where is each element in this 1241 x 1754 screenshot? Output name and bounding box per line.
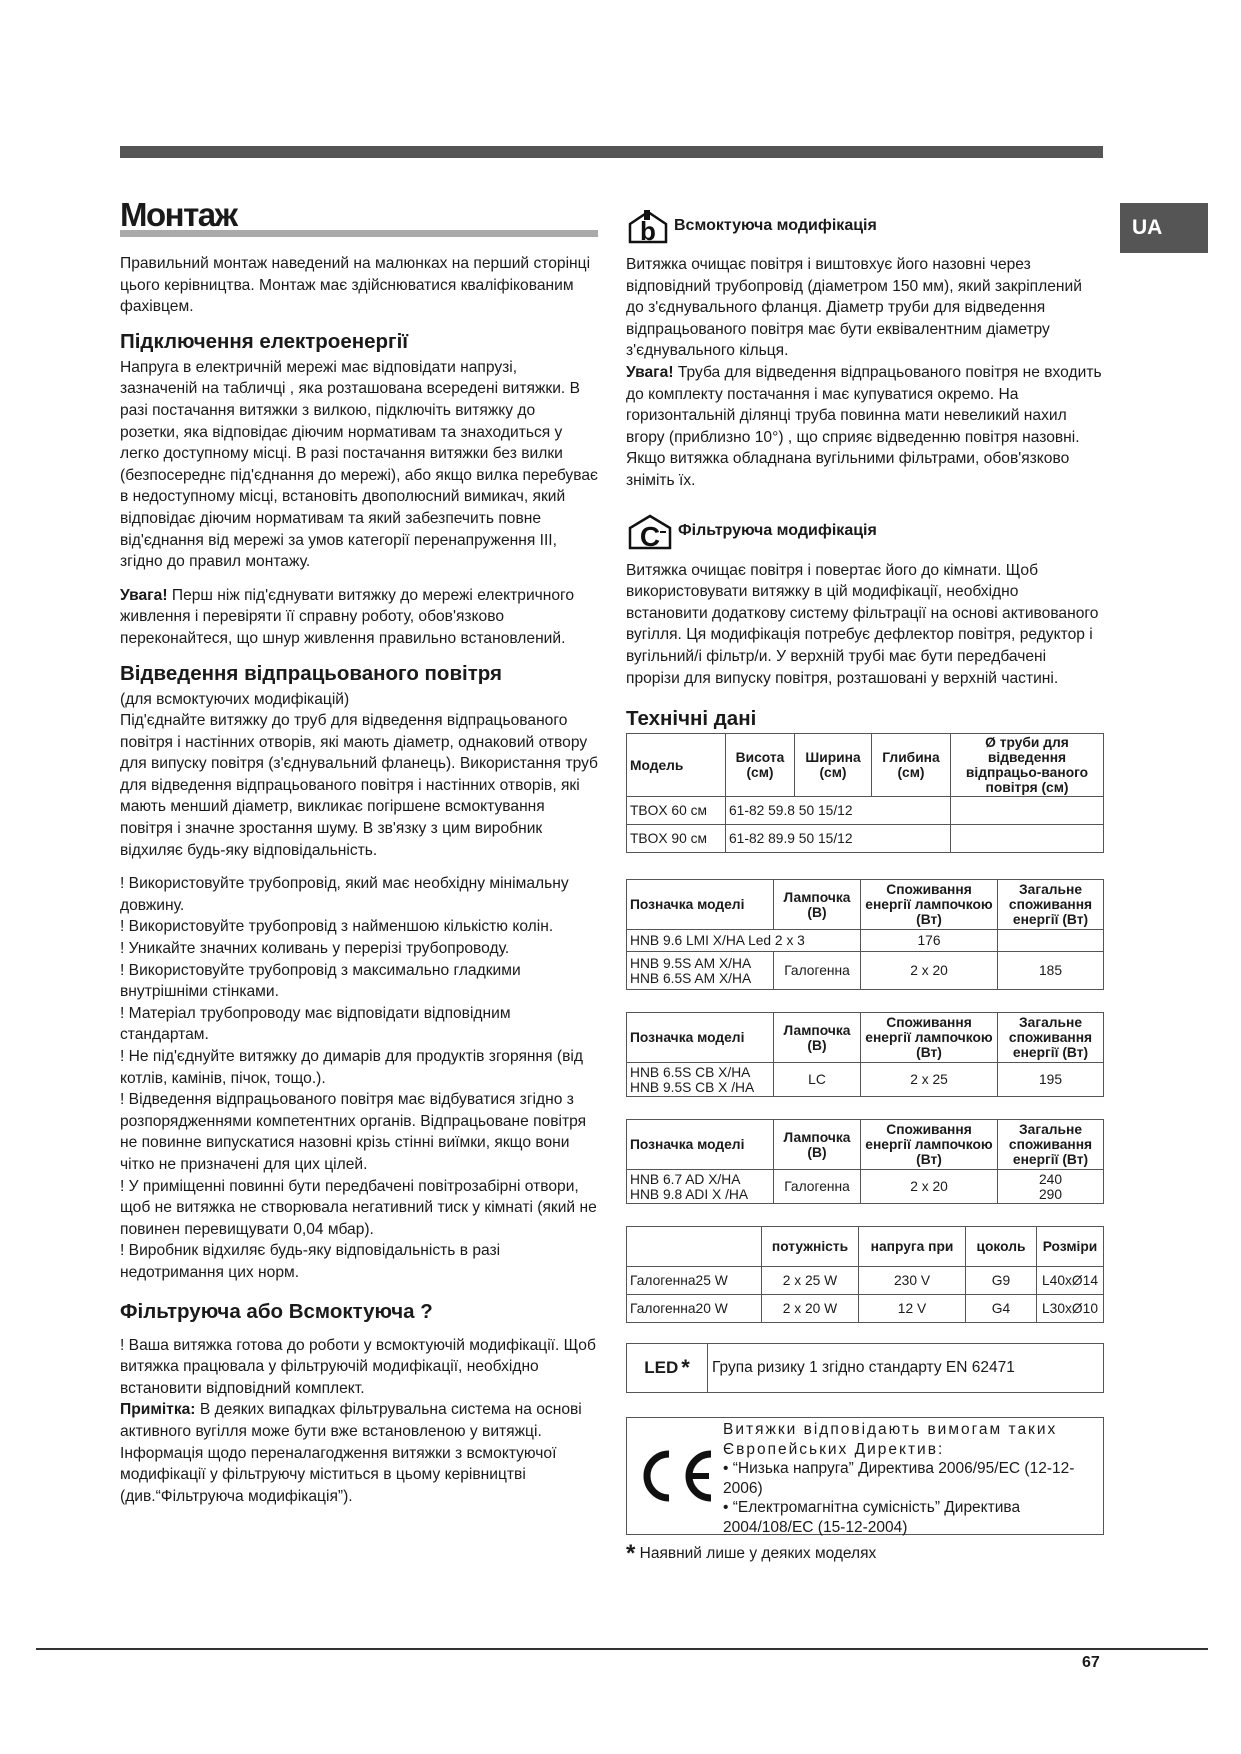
col-header: Ø труби для відведення відпрацьо-ваного повітря (см) — [951, 734, 1104, 797]
col-header: Споживання енергії лампочкою (Вт) — [861, 880, 998, 930]
right-column — [626, 208, 1103, 1568]
electric-text: Напруга в електричній мережі має відповідати напрузі, зазначеній на табличці , яка розташована всередені витяжки. В разі постачання витяжки з вилкою, підключіть витяжку до розетки, яка відповідає діючим нормативам та знаходиться у легко доступному місці. В разі постачання витяжки без вилки (безпосереднє під'єднання до мережі), або якщо вилка перебуває в недоступному місці, встановіть двополюсний вимикач, який відповідає діючим нормативам та який забезпечить повне від'єднання від мережі за умов категорії перенапруження III, згідно до правил монтажу. — [120, 358, 598, 571]
exhaust-heading: Відведення відпрацьованого повітря — [120, 661, 503, 685]
exhaust-bullet: ! Виробник відхиляє будь-яку відповідальність в разі недотримання цих норм. — [120, 1242, 501, 1281]
led-label: LED — [644, 1358, 679, 1378]
table-cell: 2 x 25 W — [762, 1267, 859, 1295]
table-cell: Галогенна20 W — [627, 1295, 762, 1323]
warning-text: Перш ніж під'єднувати витяжку до мережі електричного живлення і перевіряти її справну роботу, обов'язково переконайтеся, що шнур живлення правильно встановлений. — [120, 586, 575, 647]
led-text: Група ризику 1 згідно стандарту EN 62471 — [712, 1359, 1015, 1377]
table-cell: 176 — [861, 930, 998, 952]
col-header: Позначка моделі — [627, 1120, 774, 1170]
table-cell: Галогенна — [774, 1170, 861, 1204]
exhaust-text: Під'єднайте витяжку до труб для відведення відпрацьованого повітря і настінних отворів, які мають діаметр, однаковий отвору для випуску повітря (з'єднувальний фланець). Використання труб для відведення відпрацьованого повітря і настінних отворів, які мають менший діаметр, викликає погіршене всмоктування повітря і значне зростання шуму. В зв'язку з цим виробник відхиляє будь-яку відповідальність. — [120, 712, 598, 859]
table-cell: 2 x 25 — [861, 1063, 998, 1097]
suction-warning-text: Труба для відведення відпрацьованого повітря не входить до комплекту постачання і має купуватися окремо. На горизонтальній ділянці труба повинна мати невеликий нахил вгору (приблизно 10°) , що сприяє відведенню повітря назовні. Якщо витяжка обладнана вугільними фільтрами, обов'язково зніміть їх. — [626, 363, 1102, 489]
suction-icon — [626, 208, 670, 244]
power-line: 240 — [1038, 1171, 1063, 1187]
led-risk-box — [626, 1343, 1104, 1393]
ce-text — [723, 1418, 1103, 1534]
col-header: Модель — [627, 734, 726, 797]
exhaust-bullet: ! Матеріал трубопроводу має відповідати відповідним стандартам. — [120, 1004, 511, 1044]
power-line: 290 — [1038, 1186, 1063, 1202]
ce-mark-icon — [633, 1446, 717, 1506]
model-line: HNB 6.5S CB X/HA — [630, 1064, 751, 1080]
table-cell: 61-82 59.8 50 15/12 — [726, 797, 951, 825]
tech-heading: Технічні дані — [626, 707, 757, 731]
exhaust-subheading: (для всмоктуючих модифікацій) — [120, 690, 350, 708]
col-header: Загальне споживання енергії (Вт) — [998, 1013, 1104, 1063]
table-cell: 185 — [998, 952, 1104, 990]
footer-rule — [36, 1648, 1208, 1650]
suction-text: Витяжка очищає повітря і виштовхує його назовні через відповідний трубопровід (діаметром 150 мм), який закріплений до з'єднувального фланця. Діаметр труби для відведення відпрацьованого повітря має бути еквівалентним діаметру з'єднувального кільця. — [626, 256, 1082, 360]
table-cell: Галогенна25 W — [627, 1267, 762, 1295]
exhaust-bullet: ! Не під'єднуйте витяжку до димарів для продуктів згоряння (від котлів, камінів, пічок, тощо.). — [120, 1048, 583, 1087]
col-header: Лампочка (В) — [774, 1120, 861, 1170]
model-line: HNB 6.7 AD X/HA — [630, 1171, 741, 1187]
page-number: 67 — [1082, 1654, 1100, 1671]
exhaust-bullet: ! Відведення відпрацьованого повітря має відбуватися згідно з розпорядженнями компетентних органів. Відпрацьоване повітря не повинне випускатися назовні крізь стінні виїмки, якщо вони чітко не призначені для цих цілей. — [120, 1091, 587, 1173]
suction-warning-label: Увага! — [626, 363, 674, 381]
model-line: HNB 6.5S AM X/HA — [630, 970, 752, 986]
col-header: Споживання енергії лампочкою (Вт) — [861, 1013, 998, 1063]
page-title: Монтаж — [120, 196, 237, 233]
lamp-table-3 — [626, 1119, 1104, 1204]
table-cell — [627, 1063, 774, 1097]
table-cell: TBOX 90 см — [627, 825, 726, 853]
filtering-heading: Фільтруюча модифікація — [678, 521, 877, 539]
exhaust-bullet: ! Уникайте значних коливань у перерізі трубопроводу. — [120, 940, 510, 958]
svg-text:C: C — [639, 520, 661, 550]
col-header: Загальне споживання енергії (Вт) — [998, 880, 1104, 930]
ce-box — [626, 1417, 1104, 1535]
ce-line: • “Електромагнітна сумісність” Директива 2004/108/EC (15-12-2004) — [723, 1499, 1021, 1536]
exhaust-bullet: ! Використовуйте трубопровід з максимально гладкими внутрішніми стінками. — [120, 961, 521, 1001]
filter-or-suction-text: ! Ваша витяжка готова до роботи у всмоктуючій модифікації. Щоб витяжка працювала у фільтруючій модифікації, необхідно встановити відповідний комплект. — [120, 1336, 596, 1397]
table-cell — [998, 1170, 1104, 1204]
electric-heading: Підключення електроенергії — [120, 329, 409, 353]
table-cell: 2 x 20 W — [762, 1295, 859, 1323]
table-cell — [951, 825, 1104, 853]
table-cell: 12 V — [859, 1295, 966, 1323]
footnote-star: * — [626, 1540, 636, 1568]
language-tab: UA — [1120, 203, 1208, 253]
exhaust-bullet: ! У приміщенні повинні бути передбачені повітрозабірні отвори, щоб не витяжка не створювала негативний тиск у кімнаті (який не повинен перевищувати 0,04 мбар). — [120, 1177, 597, 1238]
top-rule — [120, 146, 1103, 158]
ce-mark-cell — [627, 1418, 723, 1534]
ce-line: Витяжки відповідають вимогам таких Європейських Директив: — [723, 1421, 1058, 1458]
col-header: Лампочка (В) — [774, 1013, 861, 1063]
filtering-text: Витяжка очищає повітря і повертає його до кімнати. Щоб використовувати витяжку в цій модифікації, необхідно встановити додаткову систему фільтрації на основі активованого вугілля. Ця модифікація потребує дефлектор повітря, редуктор і вугільний/і фільтр/и. У верхній трубі має бути передбачені прорізи для випуску повітря, розташовані у верхній частині. — [626, 561, 1099, 687]
table-cell: L30xØ10 — [1037, 1295, 1104, 1323]
table-cell: G9 — [966, 1267, 1037, 1295]
col-header: Висота (см) — [726, 734, 795, 797]
suction-heading: Всмоктуюча модифікація — [674, 217, 877, 235]
intro-text: Правильний монтаж наведений на малюнках на перший сторінці цього керівництва. Монтаж має здійснюватися кваліфікованим фахівцем. — [120, 255, 591, 316]
filtering-heading-row — [626, 512, 1103, 550]
table-cell: G4 — [966, 1295, 1037, 1323]
table-cell — [627, 952, 774, 990]
table-cell: 2 x 20 — [861, 952, 998, 990]
led-star: * — [681, 1355, 690, 1381]
model-line: HNB 9.5S AM X/HA — [630, 955, 752, 971]
footnote — [626, 1540, 1103, 1568]
model-line: HNB 9.5S CB X /HA — [630, 1079, 755, 1095]
col-header: Глибина (см) — [872, 734, 951, 797]
dimensions-table — [626, 733, 1104, 853]
model-line: HNB 9.8 ADI X /HA — [630, 1186, 749, 1202]
col-header: потужність — [762, 1227, 859, 1267]
col-header: Ширина (см) — [795, 734, 872, 797]
col-header: Споживання енергії лампочкою (Вт) — [861, 1120, 998, 1170]
exhaust-bullet: ! Використовуйте трубопровід з найменшою кількістю колін. — [120, 918, 554, 936]
table-cell: Галогенна — [774, 952, 861, 990]
lamp-table-2 — [626, 1012, 1104, 1097]
table-cell — [627, 1170, 774, 1204]
col-header: цоколь — [966, 1227, 1037, 1267]
filtering-icon — [626, 512, 674, 550]
electric-warning — [120, 585, 598, 650]
table-cell — [998, 930, 1104, 952]
led-label-cell — [627, 1344, 708, 1392]
col-header: Позначка моделі — [627, 1013, 774, 1063]
table-cell: 61-82 89.9 50 15/12 — [726, 825, 951, 853]
suction-warning — [626, 362, 1103, 492]
col-header: Лампочка (В) — [774, 880, 861, 930]
col-header — [627, 1227, 762, 1267]
bulb-table — [626, 1226, 1104, 1323]
left-column — [120, 195, 598, 1507]
warning-label: Увага! — [120, 586, 168, 604]
col-header: Розміри — [1037, 1227, 1104, 1267]
suction-heading-row — [626, 208, 1103, 244]
ce-line: • “Низька напруга” Директива 2006/95/EC (12-12-2006) — [723, 1460, 1075, 1497]
table-cell — [951, 797, 1104, 825]
col-header: Загальне споживання енергії (Вт) — [998, 1120, 1104, 1170]
col-header: напруга при — [859, 1227, 966, 1267]
table-cell: 195 — [998, 1063, 1104, 1097]
note-label: Примітка: — [120, 1401, 196, 1419]
table-cell: HNB 9.6 LMI X/HA Led 2 x 3 — [627, 930, 861, 952]
col-header: Позначка моделі — [627, 880, 774, 930]
lamp-table-1 — [626, 879, 1104, 990]
footnote-text: Наявний лише у деяких моделях — [635, 1545, 877, 1563]
exhaust-bullet: ! Використовуйте трубопровід, який має необхідну мінімальну довжину. — [120, 875, 569, 914]
table-cell: L40xØ14 — [1037, 1267, 1104, 1295]
note-paragraph — [120, 1399, 598, 1507]
table-cell: 230 V — [859, 1267, 966, 1295]
table-cell: TBOX 60 см — [627, 797, 726, 825]
filter-or-suction-heading: Фільтруюча або Всмоктуюча ? — [120, 1299, 433, 1323]
note-text: В деяких випадках фільтрувальна система на основі активного вугілля може бути вже встановленою у витяжці. Інформація щодо переналагодження витяжки з всмоктуючої модифікації у фільтруючу міститься в цьому керівництві (див.“Фільтруюча модифікація”). — [120, 1401, 582, 1505]
svg-text:b: b — [640, 216, 656, 244]
table-cell: 2 x 20 — [861, 1170, 998, 1204]
table-cell: LC — [774, 1063, 861, 1097]
